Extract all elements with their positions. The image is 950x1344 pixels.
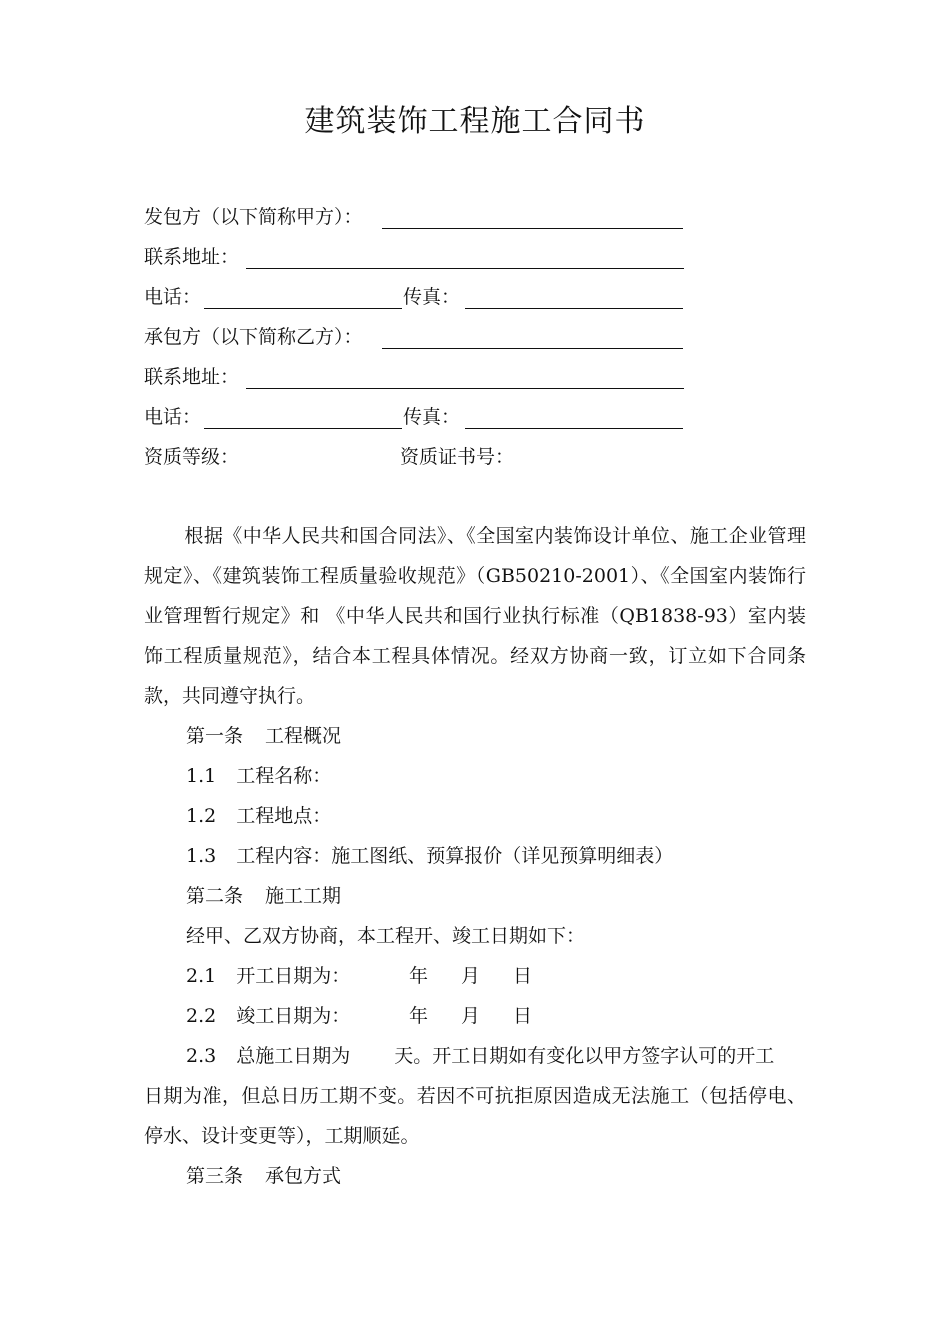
item-2-2-day: 日 <box>513 1005 533 1027</box>
party-b-phone-blank[interactable] <box>204 428 402 429</box>
article-1-title: 工程概况 <box>265 725 342 747</box>
item-2-1-day: 日 <box>513 965 533 987</box>
article-2-number: 第二条 <box>186 885 244 907</box>
party-b-address-label: 联系地址： <box>144 366 240 388</box>
item-2-3-first-line <box>186 1044 774 1068</box>
item-2-1-month: 月 <box>461 965 481 987</box>
item-2-3-unit: 天。开工日期如有变化以甲方签字认可的开工 <box>394 1045 775 1067</box>
party-b-fax-label: 传真： <box>403 406 461 428</box>
article-1-number: 第一条 <box>186 725 244 747</box>
article-2-title: 施工工期 <box>265 885 342 907</box>
party-a-fax-blank[interactable] <box>465 308 683 309</box>
item-1-2-text: 工程地点： <box>236 805 332 827</box>
item-1-1 <box>186 764 331 788</box>
item-2-3-lead: 总施工日期为 <box>236 1045 351 1067</box>
party-b-label: 承包方（以下简称乙方）： <box>144 326 363 348</box>
item-1-1-text: 工程名称： <box>236 765 332 787</box>
item-2-3-number: 2.3 <box>186 1045 217 1067</box>
item-2-3-continuation: 日期为准，但总日历工期不变。若因不可抗拒原因造成无法施工（包括停电、停水、设计变更等），工期顺延。 <box>144 1085 806 1147</box>
item-2-1-text: 开工日期为： <box>236 965 351 987</box>
item-2-1-number: 2.1 <box>186 965 217 987</box>
party-a-address-label: 联系地址： <box>144 246 240 268</box>
party-a-phone-label: 电话： <box>144 286 202 308</box>
item-2-2-year: 年 <box>409 1005 429 1027</box>
item-2-2-month: 月 <box>461 1005 481 1027</box>
item-2-2 <box>186 1004 350 1028</box>
party-b-phone-label: 电话： <box>144 406 202 428</box>
item-2-1 <box>186 964 350 988</box>
party-a-address-blank[interactable] <box>246 268 684 269</box>
article-3-heading <box>186 1164 341 1188</box>
article-2-intro: 经甲、乙双方协商，本工程开、竣工日期如下： <box>186 925 586 947</box>
item-2-2-number: 2.2 <box>186 1005 217 1027</box>
item-2-1-year: 年 <box>409 965 429 987</box>
item-1-2 <box>186 804 331 828</box>
party-a-blank[interactable] <box>382 228 683 229</box>
contract-title: 建筑装饰工程施工合同书 <box>304 104 646 139</box>
party-b-address-blank[interactable] <box>246 388 684 389</box>
article-2-heading <box>186 884 341 908</box>
item-1-3-number: 1.3 <box>186 845 217 867</box>
qualification-cert-label: 资质证书号： <box>400 446 515 468</box>
item-1-3 <box>186 844 673 868</box>
preamble-text: 根据《中华人民共和国合同法》、《全国室内装饰设计单位、施工企业管理规定》、《建筑装饰工程质量验收规范》（GB50210-2001）、《全国室内装饰行业管理暂行规定》和 《中华人民共和国行业执行标准（QB1838-93）室内装饰工程质量规范》，结合本工程具体情况。经双方协商一致，订立如下合同条款，共同遵守执行。 <box>144 525 806 707</box>
item-1-3-text: 工程内容：施工图纸、预算报价（详见预算明细表） <box>236 845 674 867</box>
party-b-blank[interactable] <box>382 348 683 349</box>
party-a-fax-label: 传真： <box>403 286 461 308</box>
article-1-heading <box>186 724 341 748</box>
party-a-phone-blank[interactable] <box>204 308 402 309</box>
item-1-1-number: 1.1 <box>186 765 217 787</box>
party-b-fax-blank[interactable] <box>465 428 683 429</box>
item-1-2-number: 1.2 <box>186 805 217 827</box>
item-2-2-text: 竣工日期为： <box>236 1005 351 1027</box>
preamble-paragraph <box>144 516 806 716</box>
qualification-level-label: 资质等级： <box>144 446 240 468</box>
article-3-number: 第三条 <box>186 1165 244 1187</box>
party-a-label: 发包方（以下简称甲方）： <box>144 206 363 228</box>
article-3-title: 承包方式 <box>265 1165 342 1187</box>
